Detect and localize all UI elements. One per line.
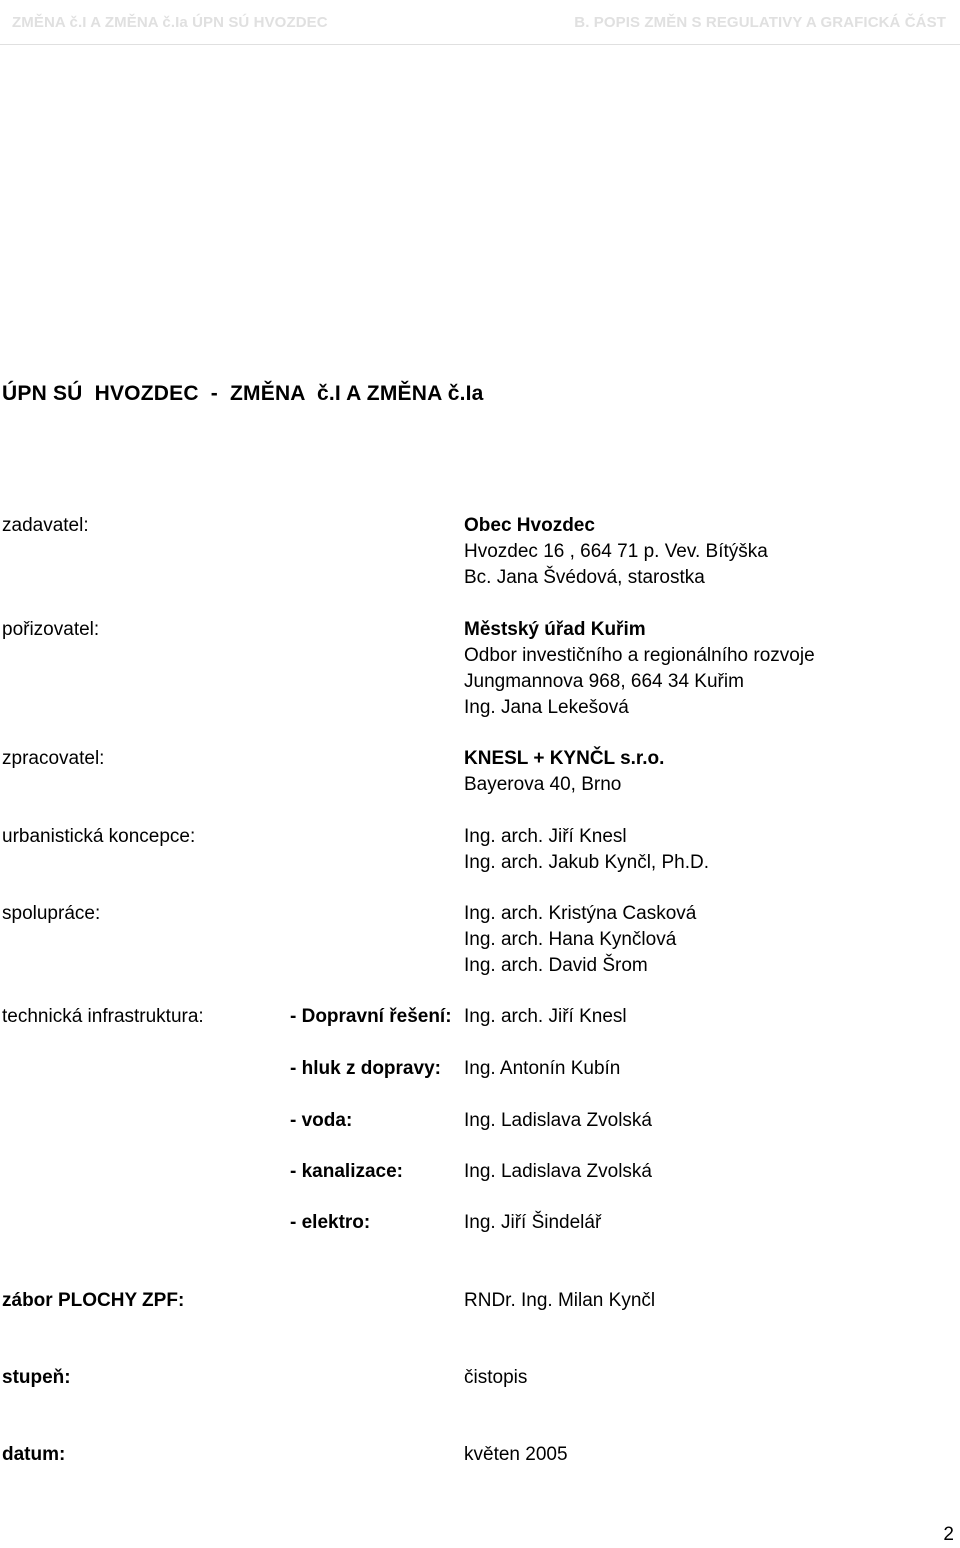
porizovatel-address: Jungmannova 968, 664 34 Kuřim bbox=[464, 671, 744, 692]
zadavatel-person: Bc. Jana Švédová, starostka bbox=[464, 567, 705, 588]
technicka-sublabel-elektro: - elektro: bbox=[290, 1212, 371, 1233]
zpracovatel-name: KNESL + KYNČL s.r.o. bbox=[464, 748, 665, 769]
porizovatel-person: Ing. Jana Lekešová bbox=[464, 697, 629, 718]
technicka-sublabel-voda: - voda: bbox=[290, 1110, 353, 1131]
label-zadavatel: zadavatel: bbox=[2, 515, 89, 536]
porizovatel-name: Městský úřad Kuřim bbox=[464, 619, 646, 640]
label-technicka: technická infrastruktura: bbox=[2, 1006, 204, 1027]
technicka-value-hluk: Ing. Antonín Kubín bbox=[464, 1058, 621, 1079]
zadavatel-address: Hvozdec 16 , 664 71 p. Vev. Bítýška bbox=[464, 541, 768, 562]
spoluprace-person-2: Ing. arch. Hana Kynčlová bbox=[464, 929, 677, 950]
technicka-value-voda: Ing. Ladislava Zvolská bbox=[464, 1110, 652, 1131]
technicka-value-elektro: Ing. Jiří Šindelář bbox=[464, 1212, 602, 1233]
label-porizovatel: pořizovatel: bbox=[2, 619, 100, 640]
header-right: B. POPIS ZMĚN S REGULATIVY A GRAFICKÁ ČÁST bbox=[574, 14, 946, 31]
datum-value: květen 2005 bbox=[464, 1444, 568, 1465]
zabor-value: RNDr. Ing. Milan Kynčl bbox=[464, 1290, 656, 1311]
label-zabor: zábor PLOCHY ZPF: bbox=[2, 1290, 185, 1311]
technicka-value-kanalizace: Ing. Ladislava Zvolská bbox=[464, 1161, 652, 1182]
label-stupen: stupeň: bbox=[2, 1367, 71, 1388]
label-zpracovatel: zpracovatel: bbox=[2, 748, 105, 769]
technicka-sublabel-doprava: - Dopravní řešení: bbox=[290, 1006, 452, 1027]
page-title: ÚPN SÚ HVOZDEC - ZMĚNA č.I A ZMĚNA č.Ia bbox=[2, 382, 484, 405]
zadavatel-name: Obec Hvozdec bbox=[464, 515, 595, 536]
page-number: 2 bbox=[943, 1524, 954, 1545]
spoluprace-person-1: Ing. arch. Kristýna Casková bbox=[464, 903, 697, 924]
label-datum: datum: bbox=[2, 1444, 66, 1465]
label-urbanisticka: urbanistická koncepce: bbox=[2, 826, 196, 847]
zpracovatel-address: Bayerova 40, Brno bbox=[464, 774, 622, 795]
header-divider bbox=[0, 44, 960, 45]
urbanisticka-person-1: Ing. arch. Jiří Knesl bbox=[464, 826, 627, 847]
technicka-sublabel-kanalizace: - kanalizace: bbox=[290, 1161, 403, 1182]
urbanisticka-person-2: Ing. arch. Jakub Kynčl, Ph.D. bbox=[464, 852, 710, 873]
label-spoluprace: spolupráce: bbox=[2, 903, 101, 924]
porizovatel-dept: Odbor investičního a regionálního rozvoje bbox=[464, 645, 815, 666]
header-left: ZMĚNA č.I A ZMĚNA č.Ia ÚPN SÚ HVOZDEC bbox=[12, 14, 328, 31]
stupen-value: čistopis bbox=[464, 1367, 528, 1388]
technicka-sublabel-hluk: - hluk z dopravy: bbox=[290, 1058, 441, 1079]
spoluprace-person-3: Ing. arch. David Šrom bbox=[464, 955, 648, 976]
technicka-value-doprava: Ing. arch. Jiří Knesl bbox=[464, 1006, 627, 1027]
